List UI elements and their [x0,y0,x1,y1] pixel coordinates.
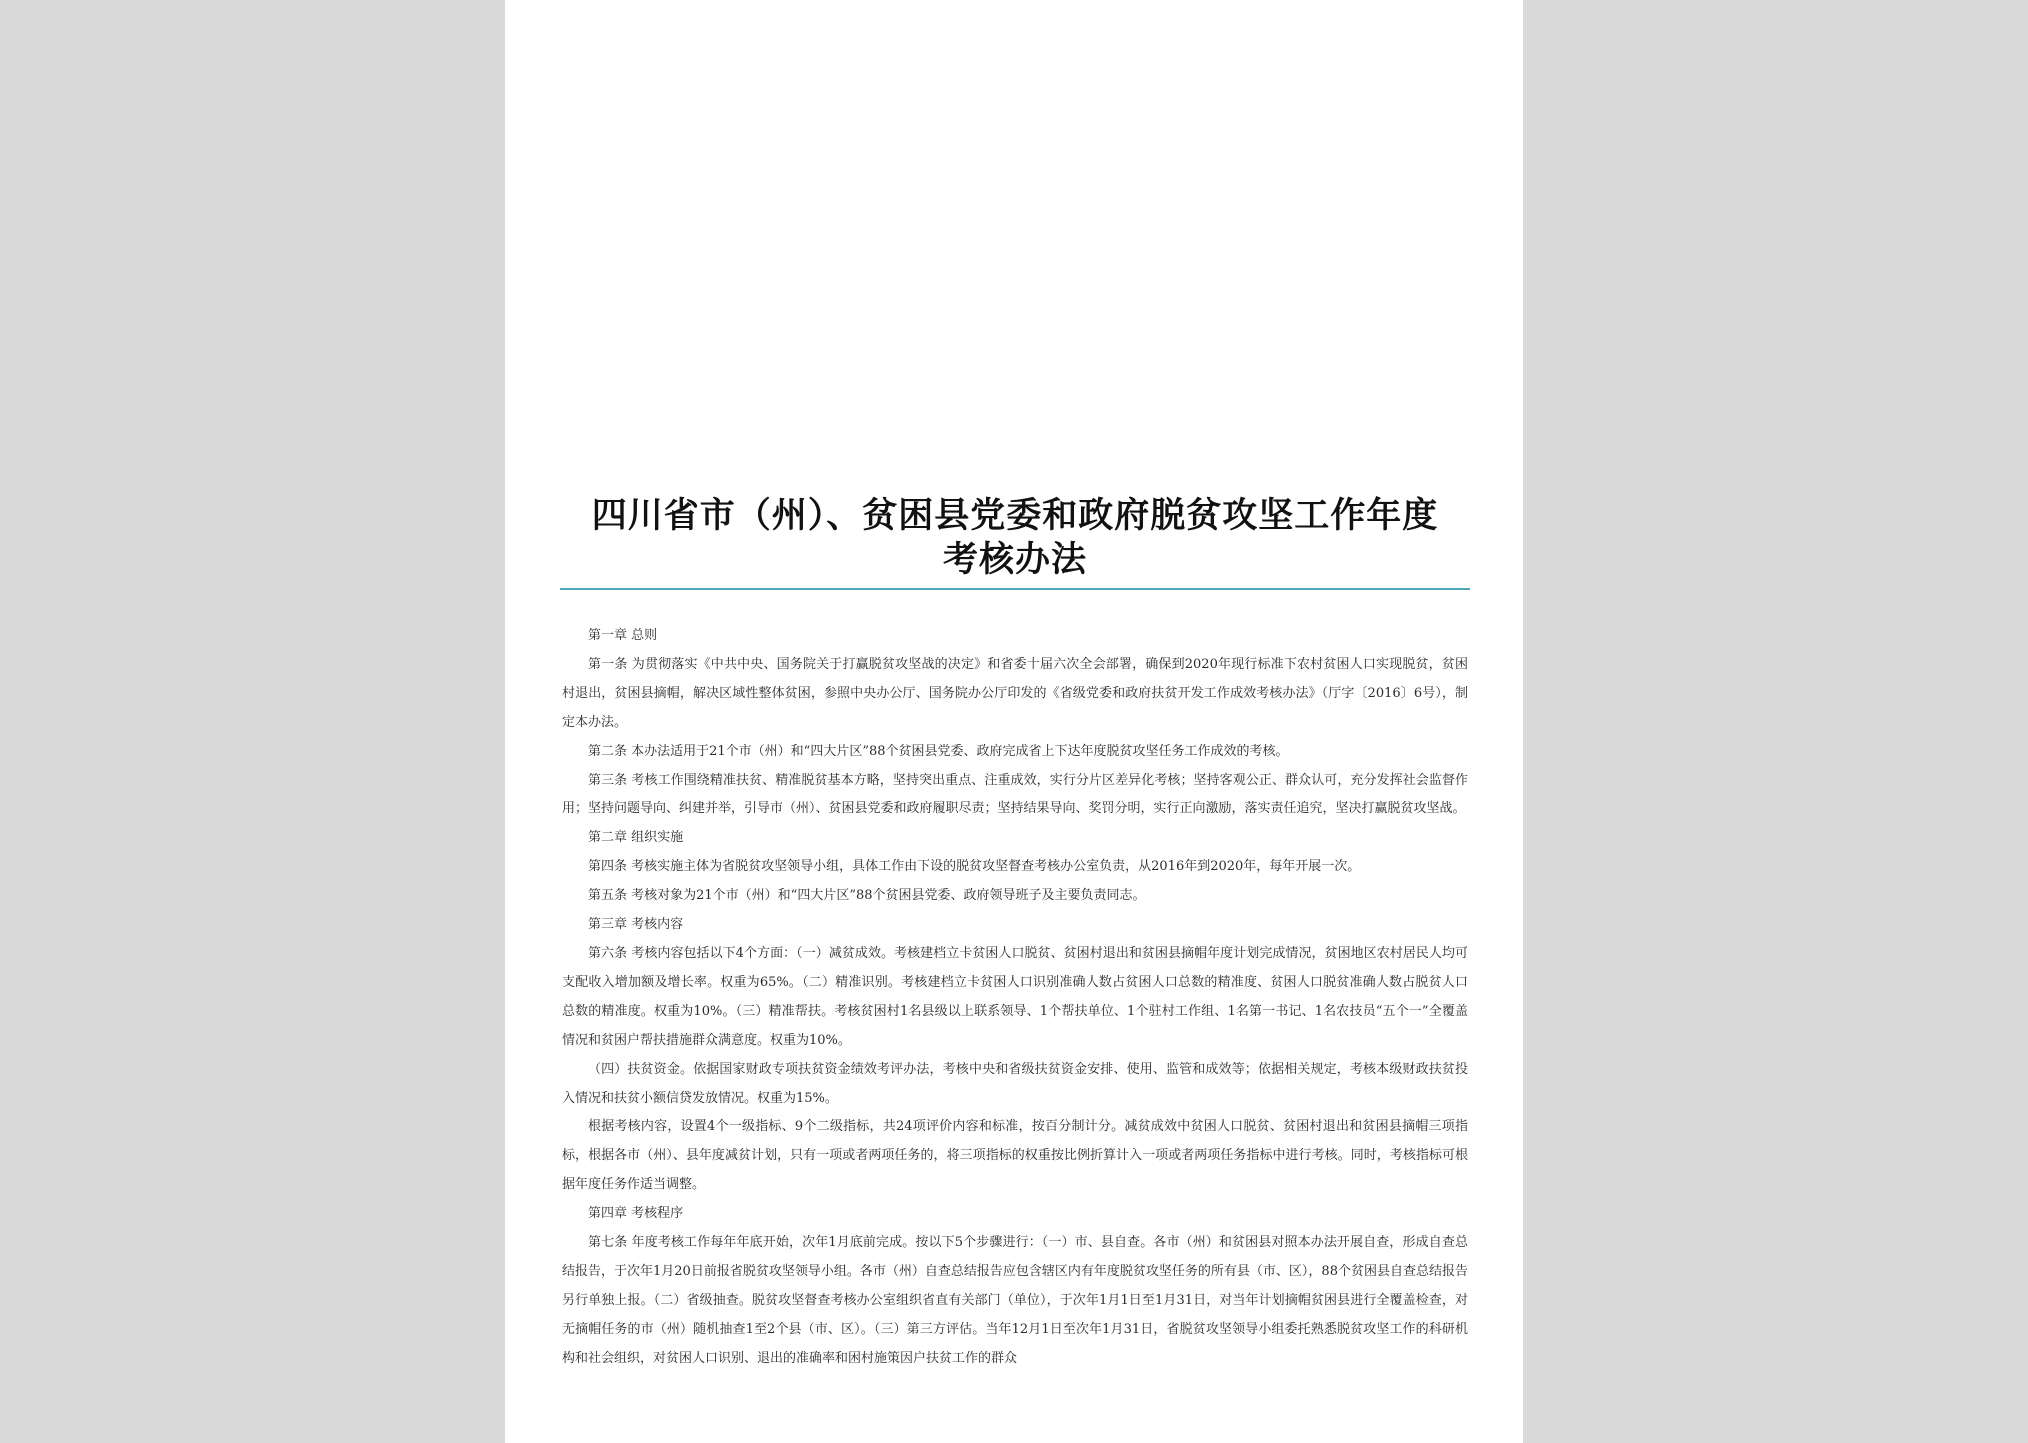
article-paragraph: 第六条 考核内容包括以下4个方面：（一）减贫成效。考核建档立卡贫困人口脱贫、贫困村退出和贫困县摘帽年度计划完成情况，贫困地区农村居民人均可支配收入增加额及增长率。权重为65%。（二）精准识别。考核建档立卡贫困人口识别准确人数占贫困人口总数的精准度、贫困人口脱贫准确人数占脱贫人口总数的精准度。权重为10%。（三）精准帮扶。考核贫困村1名县级以上联系领导、1个帮扶单位、1个驻村工作组、1名第一书记、1名农技员“五个一”全覆盖情况和贫困户帮扶措施群众满意度。权重为10%。 [562,945,1468,1048]
article-paragraph: 第二条 本办法适用于21个市（州）和“四大片区”88个贫困县党委、政府完成省上下达年度脱贫攻坚任务工作成效的考核。 [588,743,1289,759]
title-divider [560,588,1470,590]
chapter-heading: 第二章 组织实施 [588,830,684,846]
document-body [562,622,1468,1374]
chapter-heading: 第一章 总则 [588,628,658,643]
article-paragraph: 第七条 年度考核工作每年年底开始，次年1月底前完成。按以下5个步骤进行：（一）市、县自查。各市（州）和贫困县对照本办法开展自查，形成自查总结报告，于次年1月20日前报省脱贫攻坚领导小组。各市（州）自查总结报告应包含辖区内有年度脱贫攻坚任务的所有县（市、区），88个贫困县自查总结报告另行单独上报。（二）省级抽查。脱贫攻坚督查考核办公室组织省直有关部门（单位），于次年1月1日至1月31日，对当年计划摘帽贫困县进行全覆盖检查，对无摘帽任务的市（州）随机抽查1至2个县（市、区）。（三）第三方评估。当年12月1日至次年1月31日，省脱贫攻坚领导小组委托熟悉脱贫攻坚工作的科研机构和社会组织，对贫困人口识别、退出的准确率和困村施策因户扶贫工作的群众 [562,1235,1468,1366]
article-paragraph: 第四条 考核实施主体为省脱贫攻坚领导小组，具体工作由下设的脱贫攻坚督查考核办公室负责，从2016年到2020年，每年开展一次。 [588,859,1361,875]
article-paragraph: 根据考核内容，设置4个一级指标、9个二级指标，共24项评价内容和标准，按百分制计分。减贫成效中贫困人口脱贫、贫困村退出和贫困县摘帽三项指标，根据各市（州）、县年度减贫计划，只有一项或者两项任务的，将三项指标的权重按比例折算计入一项或者两项任务指标中进行考核。同时，考核指标可根据年度任务作适当调整。 [562,1119,1468,1193]
document-title-line-1: 四川省市（州）、贫困县党委和政府脱贫攻坚工作年度 [591,496,1439,536]
document-title [560,494,1470,582]
article-paragraph: 第五条 考核对象为21个市（州）和“四大片区”88个贫困县党委、政府领导班子及主要负责同志。 [588,888,1146,904]
article-paragraph: 第一条 为贯彻落实《中共中央、国务院关于打赢脱贫攻坚战的决定》和省委十届六次全会部署，确保到2020年现行标准下农村贫困人口实现脱贫，贫困村退出，贫困县摘帽，解决区域性整体贫困，参照中央办公厅、国务院办公厅印发的《省级党委和政府扶贫开发工作成效考核办法》（厅字〔2016〕6号），制定本办法。 [562,656,1468,730]
article-paragraph: （四）扶贫资金。依据国家财政专项扶贫资金绩效考评办法，考核中央和省级扶贫资金安排、使用、监管和成效等；依据相关规定，考核本级财政扶贫投入情况和扶贫小额信贷发放情况。权重为15%。 [562,1061,1468,1106]
document-page [505,0,1523,1443]
chapter-heading: 第三章 考核内容 [588,917,684,933]
document-title-line-2: 考核办法 [942,540,1087,580]
chapter-heading: 第四章 考核程序 [588,1206,684,1222]
article-paragraph: 第三条 考核工作围绕精准扶贫、精准脱贫基本方略，坚持突出重点、注重成效，实行分片区差异化考核；坚持客观公正、群众认可，充分发挥社会监督作用；坚持问题导向、纠建并举，引导市（州）、贫困县党委和政府履职尽责；坚持结果导向、奖罚分明，实行正向激励，落实责任追究，坚决打赢脱贫攻坚战。 [562,772,1468,817]
